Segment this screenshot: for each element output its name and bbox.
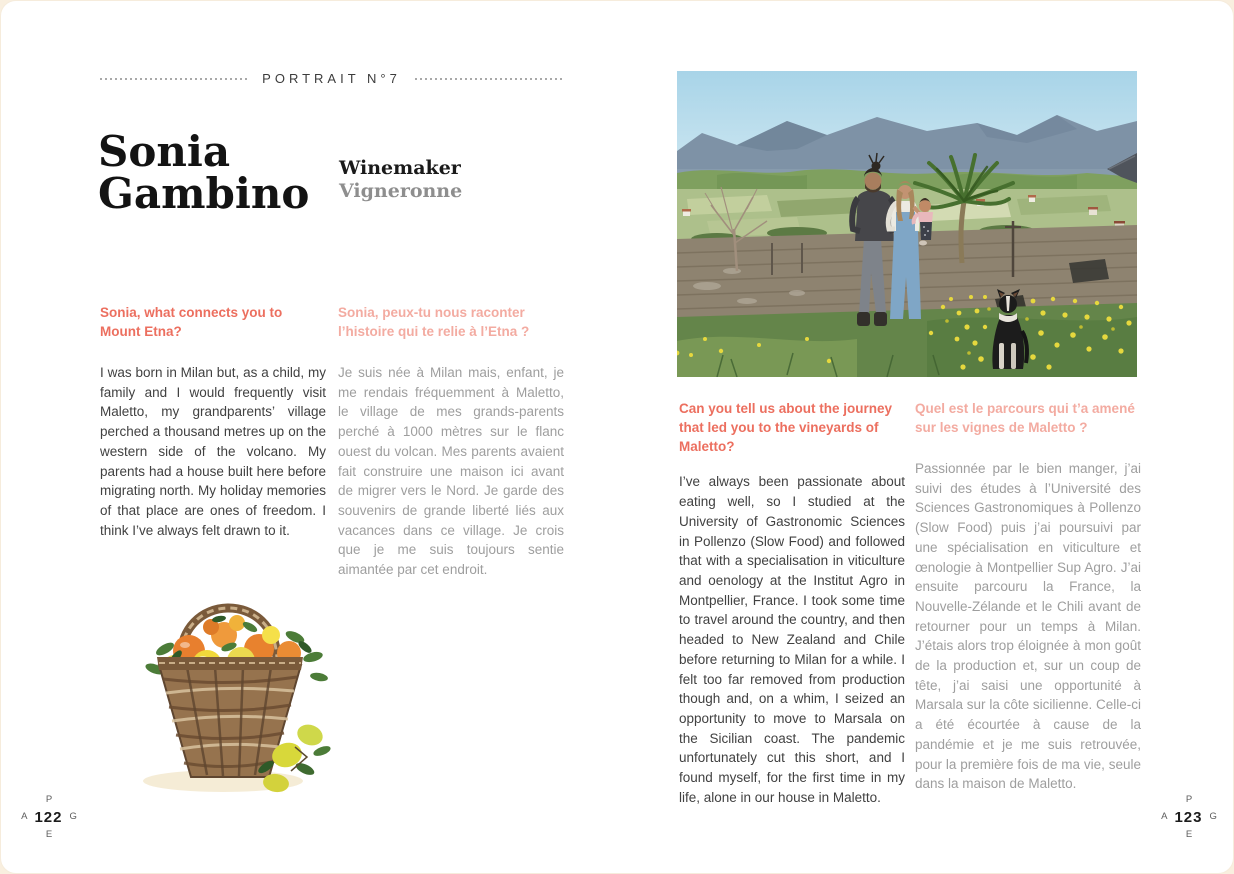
family-photo-svg — [677, 71, 1137, 377]
basket-illustration-svg — [119, 557, 341, 801]
page-letter-a: A — [21, 811, 28, 823]
right-column-english — [679, 399, 905, 807]
dotted-rule-right — [415, 78, 563, 80]
title-line-1: Sonia — [98, 127, 231, 176]
title-line-2: Gambino — [98, 169, 310, 218]
portrait-number-label: PORTRAIT N°7 — [262, 71, 401, 86]
question-french-2: Quel est le parcours qui t’a amené sur les vignes de Maletto ? — [915, 401, 1135, 436]
question-english-2: Can you tell us about the journey that led you to the vineyards of Maletto? — [679, 401, 893, 455]
family-photo — [677, 71, 1137, 377]
page-letter-a: A — [1161, 811, 1168, 823]
answer-french-2: Passionnée par le bien manger, j’ai suivi des études à l’Université des Sciences Gastronomiques à Pollenzo (Slow Food) puis j’ai poursuivi par une spécialisation en viticulture et œnologie à Montpellier Sup Agro. J’ai ensuite parcouru la France, la Nouvelle-Zélande et le Chili avant de retourner pour un temps à Milan. J’étais alors trop éloignée à mon goût de la production et, sur un coup de tête, j’ai saisi une opportunité à Marsala sur la côte sicilienne. Celle-ci a été écourtée à cause de la pandémie et je me suis retrouvée, pour la première fois de ma vie, seule dans la maison de Maletto. — [915, 461, 1141, 792]
page-letter-p: P — [1185, 794, 1193, 805]
dotted-rule-left — [100, 78, 248, 80]
page-letter-p: P — [45, 794, 53, 805]
question-french: Sonia, peux-tu nous raconter l’histoire qui te relie à l’Etna ? — [338, 305, 530, 340]
answer-french: Je suis née à Milan mais, enfant, je me rendais fréquemment à Maletto, le village de mes grands-parents perché à 1000 mètres sur le flanc ouest du volcan. Mes parents avaient fait construire une maison ici avant de migrer vers le Nord. Je garde des souvenirs de grande liberté liés aux vacances dans ce village. Je crois que je me suis toujours sentie aimantée par cet endroit. — [338, 365, 564, 578]
page-letter-e: E — [1185, 828, 1193, 840]
left-column-french — [338, 303, 564, 580]
role-english: Winemaker — [339, 157, 461, 179]
right-column-french — [915, 399, 1141, 794]
answer-english: I was born in Milan but, as a child, my family and I would frequently visit Maletto, my grandparents’ village perched a thousand metres up on the western side of the volcano. My parents had a house built here before migrating north. My holiday memories of that place are ones of freedom. I think I’ve always felt drawn to it. — [100, 365, 326, 538]
page-letter-g: G — [69, 811, 77, 823]
question-english: Sonia, what connects you to Mount Etna? — [100, 305, 283, 340]
page-letter-g: G — [1209, 811, 1217, 823]
page-number-value: 123 — [1174, 808, 1203, 826]
citrus-basket-illustration — [119, 557, 341, 801]
page-number-right — [1161, 795, 1217, 839]
role-french: Vigneronne — [339, 179, 463, 202]
left-column-english — [100, 303, 326, 540]
page-title — [98, 127, 310, 218]
page-number-left — [21, 795, 77, 839]
answer-english-2: I’ve always been passionate about eating well, so I studied at the University of Gastronomic Sciences in Pollenzo (Slow Food) and followed that with a specialisation in viticulture and oenology at the Institut Agro in Montpellier, France. I took some time to travel around the country, and then headed to New Zealand and Chile before returning to Milan for a while. I felt too far removed from production though and, on a whim, I seized an opportunity to move to Marsala on the Sicilian coast. The pandemic unfortunately cut this short, and I found myself, for the first time in my life, alone in our house in Maletto. — [679, 474, 905, 805]
portrait-header — [100, 71, 563, 86]
page-number-value: 122 — [34, 808, 63, 826]
role-subtitle — [339, 157, 462, 203]
page-letter-e: E — [45, 828, 53, 840]
